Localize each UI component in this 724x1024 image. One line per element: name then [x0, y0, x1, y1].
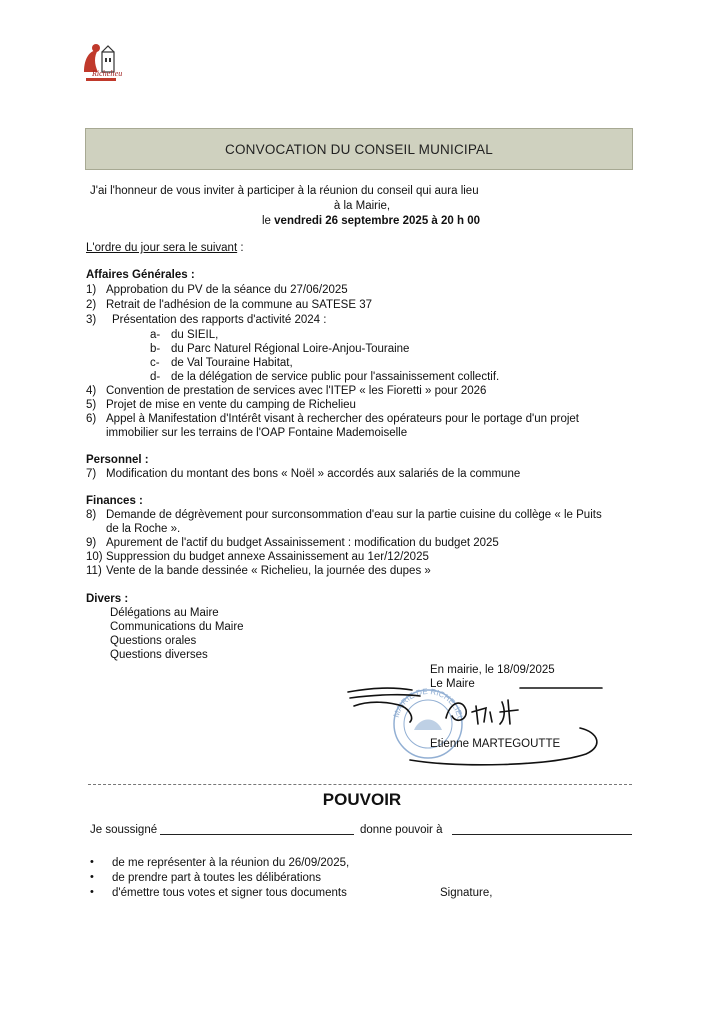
intro-line-1: J'ai l'honneur de vous inviter à participer à la réunion du conseil qui aura lieu: [90, 185, 479, 197]
divers-item: Questions orales: [110, 635, 197, 647]
list-item: 5): [86, 399, 97, 411]
pouvoir-title: POUVOIR: [322, 790, 402, 809]
sub-item-label: a-: [150, 329, 161, 341]
pouvoir-item: de me représenter à la réunion du 26/09/2025,: [112, 857, 350, 869]
list-item: 3): [86, 314, 97, 326]
place-and-date: En mairie, le 18/09/2025: [430, 664, 555, 676]
intro-line-3: le vendredi 26 septembre 2025 à 20 h 00: [262, 215, 480, 227]
svg-text:MAIRIE DE RICHELIEU: MAIRIE DE RICHELIEU: [391, 686, 465, 723]
pouvoir-item: de prendre part à toutes les délibérations: [112, 872, 322, 884]
list-item-text: Convention de prestation de services avec l'ITEP « les Fioretti » pour 2026: [106, 385, 487, 397]
list-item: 8): [86, 509, 97, 521]
meeting-date: vendredi 26 septembre 2025 à 20 h 00: [274, 215, 480, 227]
section-divers: Divers :: [86, 593, 129, 605]
list-item-text: Suppression du budget annexe Assainissement au 1er/12/2025: [106, 551, 429, 563]
section-personnel: Personnel :: [86, 454, 149, 466]
document-title: CONVOCATION DU CONSEIL MUNICIPAL: [225, 141, 493, 157]
signature-label: Signature,: [440, 887, 493, 899]
sub-item-label: b-: [150, 343, 161, 355]
mayor-name: Etienne MARTEGOUTTE: [430, 738, 561, 750]
soussigne-name-field[interactable]: [160, 822, 354, 840]
mayor-title: Le Maire: [430, 678, 475, 690]
bullet-icon: •: [90, 856, 94, 868]
divers-item: Délégations au Maire: [110, 607, 219, 619]
list-item-text: Apurement de l'actif du budget Assainissement : modification du budget 2025: [106, 537, 499, 549]
logo-text: Richelieu: [92, 69, 122, 78]
agenda-intro: L'ordre du jour sera le suivant :: [86, 242, 244, 254]
intro-line-2: à la Mairie,: [333, 200, 391, 212]
sub-item-text: de la délégation de service public pour l'assainissement collectif.: [171, 371, 500, 383]
sub-item-text: de Val Touraine Habitat,: [171, 357, 293, 369]
list-item: 10): [86, 551, 103, 563]
list-item-text: Modification du montant des bons « Noël » accordés aux salariés de la commune: [106, 468, 521, 480]
mayor-signature-and-stamp: [340, 672, 610, 772]
section-affaires-generales: Affaires Générales :: [86, 269, 195, 281]
je-soussigne-label: Je soussigné: [90, 824, 158, 836]
sub-item-text: du SIEIL,: [171, 329, 219, 341]
list-item-text: Approbation du PV de la séance du 27/06/2025: [106, 284, 348, 296]
list-item-text: Projet de mise en vente du camping de Richelieu: [106, 399, 356, 411]
donne-pouvoir-label: donne pouvoir à: [360, 824, 443, 836]
divers-item: Questions diverses: [110, 649, 208, 661]
sub-item-text: du Parc Naturel Régional Loire-Anjou-Touraine: [171, 343, 410, 355]
bullet-icon: •: [90, 886, 94, 898]
section-divider: [88, 784, 632, 785]
list-item: 6): [86, 413, 97, 425]
list-item: 11): [86, 565, 102, 577]
section-finances: Finances :: [86, 495, 143, 507]
list-item-text: Présentation des rapports d'activité 2024 :: [112, 314, 327, 326]
divers-item: Communications du Maire: [110, 621, 244, 633]
list-item-text-continued: de la Roche ».: [106, 523, 181, 535]
sub-item-label: d-: [150, 371, 161, 383]
list-item-text-continued: immobilier sur les terrains de l'OAP Fontaine Mademoiselle: [106, 427, 408, 439]
bullet-icon: •: [90, 871, 94, 883]
mandataire-name-field[interactable]: [452, 822, 632, 840]
list-item: 2): [86, 299, 97, 311]
list-item-text: Demande de dégrèvement pour surconsommation d'eau sur la partie cuisine du collège « le Puits: [106, 509, 602, 521]
list-item-text: Vente de la bande dessinée « Richelieu, la journée des dupes »: [106, 565, 431, 577]
list-item: 1): [86, 284, 97, 296]
sub-item-label: c-: [150, 357, 160, 369]
list-item: 9): [86, 537, 97, 549]
pouvoir-item: d'émettre tous votes et signer tous documents: [112, 887, 347, 899]
list-item-text: Appel à Manifestation d'Intérêt visant à rechercher des opérateurs pour le portage d'un projet: [106, 413, 579, 425]
list-item: 4): [86, 385, 97, 397]
richelieu-logo: [80, 38, 122, 82]
list-item-text: Retrait de l'adhésion de la commune au SATESE 37: [106, 299, 372, 311]
list-item: 7): [86, 468, 97, 480]
title-banner: [85, 128, 633, 170]
